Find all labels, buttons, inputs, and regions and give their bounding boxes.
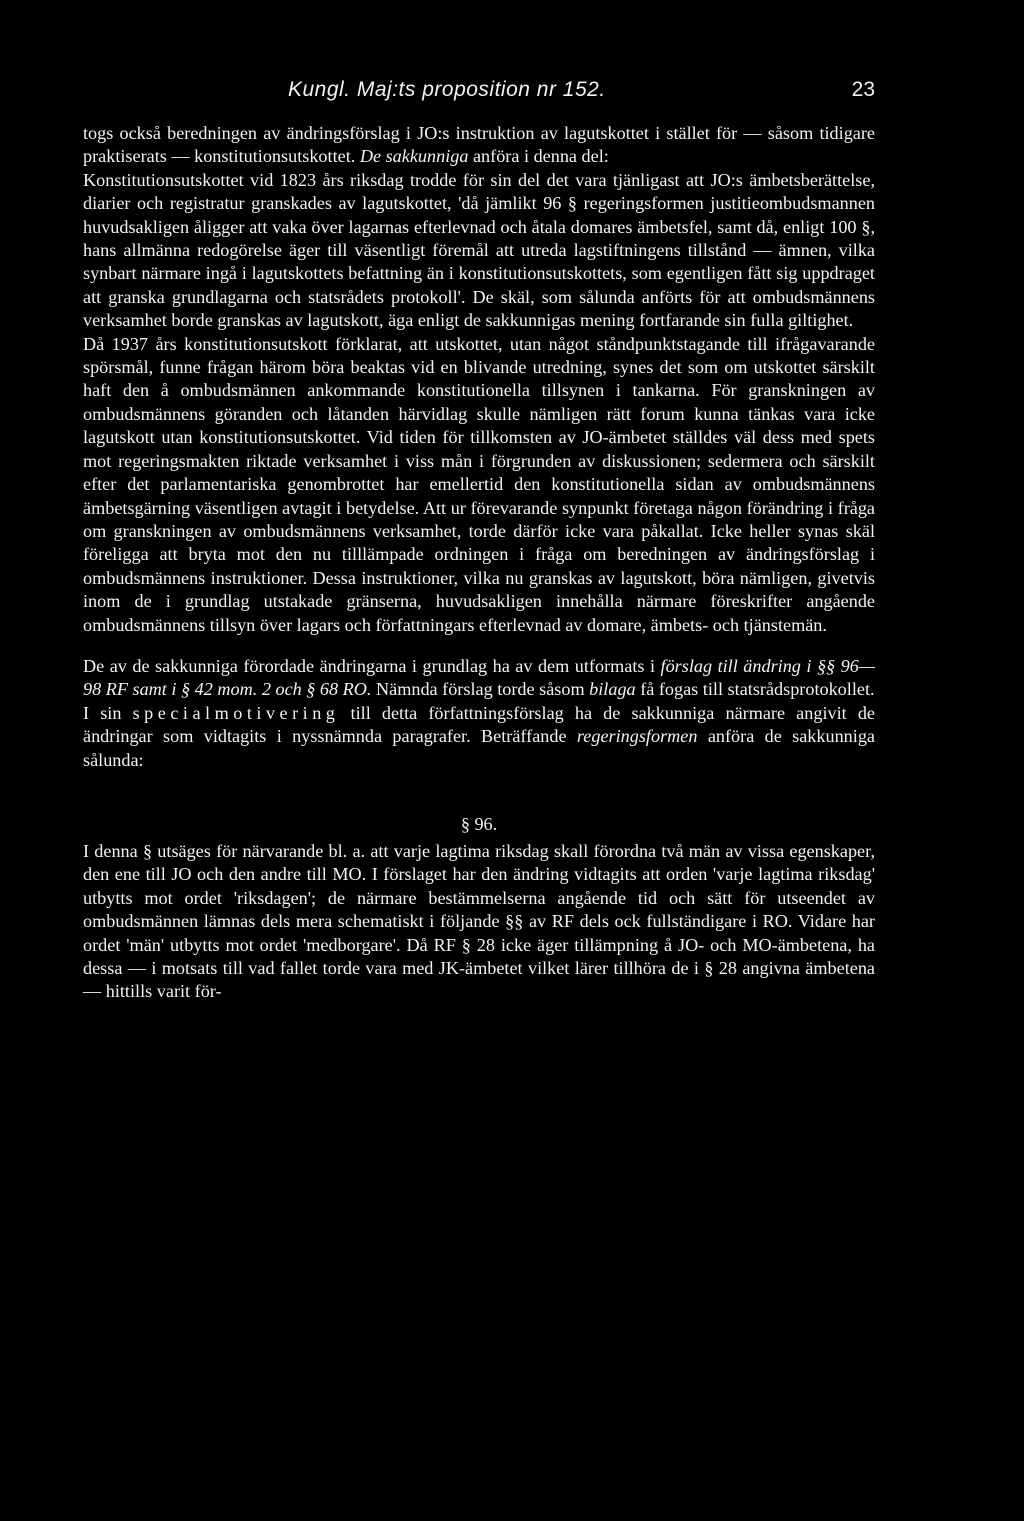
paragraph-intro: [83, 122, 875, 169]
intro-text: togs också beredningen av ändringsförslag i JO:s instruktion av lagutskottet i stället för — såsom tidigare praktiserats — konstitutionsutskottet.: [83, 123, 875, 167]
running-title: Kungl. Maj:ts proposition nr 152.: [288, 78, 606, 101]
proposal-text-2: Nämnda förslag torde såsom: [371, 679, 590, 700]
section-heading: § 96.: [460, 813, 498, 834]
paragraph-proposal: [83, 655, 875, 702]
intro-text-end: anföra i denna del:: [468, 146, 609, 167]
proposal-text-3: få fogas till statsrådsprotokollet.: [635, 679, 875, 700]
paragraph-1937: Då 1937 års konstitutionsutskott förklarat, att utskottet, utan något ståndpunktstagande till ifrågavarande spörsmål, funne frågan härom böra beaktas vid en blivande utredning, synes det som om utskottet särskilt haft den å ombudsmännen ankommande konstitutionella tillsynen i tankarna. För granskningen av ombudsmännens göranden och låtanden härvidlag skulle nämligen rätt forum kunna tänkas vara icke lagutskott utan konstitutionsutskottet. Vid tiden för tillkomsten av JO-ämbetet ställdes väl dess med spets mot regeringsmakten riktade verksamhet i viss mån i förgrunden av diskussionen; sedermera och särskilt efter det parlamentariska genombrottet har emellertid den konstitutionella sidan av ombudsmännens ämbetsgärning väsentligen avtagit i betydelse. Att ur förevarande synpunkt företaga någon förändring i fråga om granskningen av ombudsmännens verksamhet, torde därför icke vara påkallat. Icke heller synas skäl föreligga att bryta mot den nu tilllämpade ordningen i fråga om beredningen av ändringsförslag i ombudsmännens instruktioner. Dessa instruktioner, vilka nu granskas av lagutskott, böra nämligen, givetvis inom de i grundlag utstakade gränserna, huvudsakligen innehålla närmare föreskrifter angående ombudsmännens tillsyn över lagars och författningars efterlevnad av domare, ämbets- och tjänstemän.: [83, 333, 875, 635]
motivation-text-2: till detta författningsförslag ha de sakkunniga närmare angivit de ändringar som vidtagits i nyssnämnda paragrafer. Beträffande: [83, 702, 876, 747]
motivation-spaced-term: specialmotivering: [132, 702, 340, 723]
motivation-italic: regeringsformen: [576, 726, 698, 747]
paragraph-section-96: I denna § utsäges för närvarande bl. a. att varje lagtima riksdag skall förordna två män av vissa egenskaper, den ene till JO och den andre till MO. I förslaget har den ändring vidtagits att orden 'varje lagtima riksdag' utbytts mot ordet 'riksdagen'; de närmare bestämmelserna angående tid och sätt för utseendet av ombudsmännen lämnas dels mera schematiskt i följande §§ av RF dels ock fullständigare i RO. Vidare har ordet 'män' utbytts mot ordet 'medborgare'. Då RF § 28 icke äger tillämpning å JO- och MO-ämbetena, ha dessa — i motsats till vad fallet torde vara med JK-ämbetet vilket lärer tillhöra de i § 28 angivna ämbetena — hittills varit för-: [83, 840, 875, 1002]
motivation-text-3: anföra de sakkunniga sålunda:: [83, 726, 875, 770]
page-number: 23: [851, 78, 875, 101]
motivation-text: I sin: [83, 702, 133, 723]
paragraph-motivation: [83, 702, 875, 772]
page-header: [83, 78, 875, 108]
proposal-italic-bilaga: bilaga: [589, 679, 636, 700]
paragraph-1823: Konstitutionsutskottet vid 1823 års riksdag trodde för sin del det vara tjänligast att JO:s ämbetsberättelse, diarier och registratur granskades av lagutskottet, 'då jämlikt 96 § regeringsformen justitieombudsmannen huvudsakligen åligger att vaka över lagarnas efterlevnad och åtala domares ämbetsfel, samt då, enligt 100 §, hans allmänna redogörelse äger till väsentligt föremål att utreda lagstiftningens tillstånd — ämnen, vilka synbart närmare ingå i lagutskottets befattning än i konstitutionsutskottets, som egentligen fått sig uppdraget att granska grundlagarna och statsrådets protokoll'. De skäl, som sålunda anförts för att ombudsmännens verksamhet borde granskas av lagutskott, äga enligt de sakkunnigas mening fortfarande sin fulla giltighet.: [83, 169, 875, 331]
intro-italic: De sakkunniga: [359, 146, 469, 167]
proposal-text: De av de sakkunniga förordade ändringarna i grundlag ha av dem utformats i: [83, 655, 661, 676]
document-page: [83, 78, 875, 1004]
paragraph-gap: [83, 637, 875, 655]
proposal-italic-ref: förslag till ändring i §§ 96—98 RF samt i § 42 mom. 2 och § 68 RO.: [83, 655, 875, 700]
